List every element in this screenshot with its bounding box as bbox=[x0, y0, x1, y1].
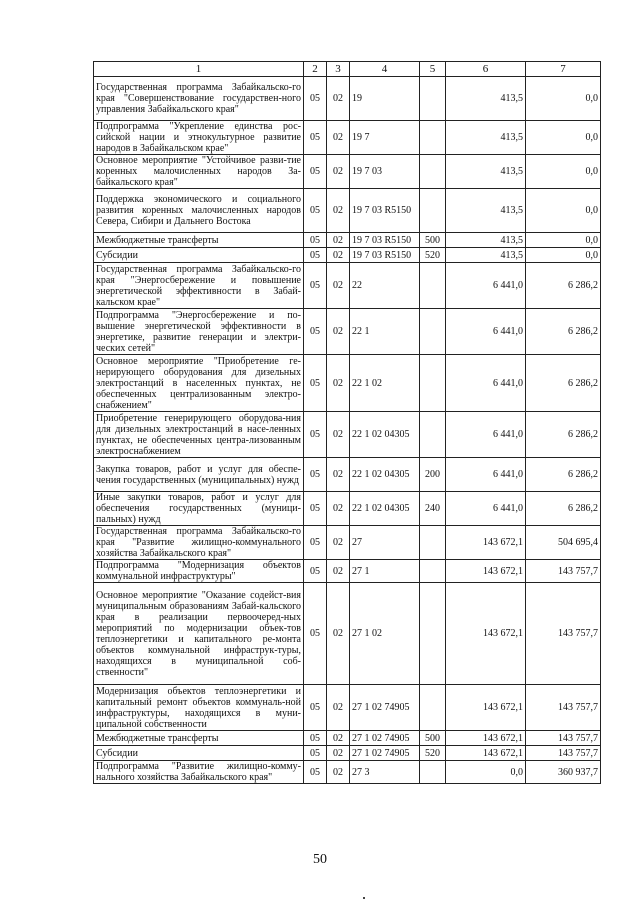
cell-pr: 02 bbox=[327, 309, 350, 355]
header-col-4: 4 bbox=[350, 62, 420, 77]
table-row bbox=[94, 309, 601, 355]
cell-name: Подпрограмма "Развитие жилищно-комму-нального хозяйства Забайкальского края" bbox=[94, 761, 304, 784]
cell-pr: 02 bbox=[327, 560, 350, 583]
cell-vr: 200 bbox=[420, 458, 446, 492]
cell-pr: 02 bbox=[327, 583, 350, 685]
header-col-6: 6 bbox=[446, 62, 526, 77]
cell-vr bbox=[420, 263, 446, 309]
cell-sum-1: 6 441,0 bbox=[446, 412, 526, 458]
cell-pr: 02 bbox=[327, 526, 350, 560]
cell-csr: 22 1 02 04305 bbox=[350, 412, 420, 458]
cell-pr: 02 bbox=[327, 458, 350, 492]
header-col-1: 1 bbox=[94, 62, 304, 77]
cell-sum-2: 143 757,7 bbox=[526, 731, 601, 746]
table-row bbox=[94, 731, 601, 746]
cell-sum-2: 6 286,2 bbox=[526, 263, 601, 309]
cell-sum-2: 143 757,7 bbox=[526, 583, 601, 685]
cell-name: Субсидии bbox=[94, 248, 304, 263]
cell-sum-2: 6 286,2 bbox=[526, 412, 601, 458]
cell-pr: 02 bbox=[327, 355, 350, 412]
cell-pr: 02 bbox=[327, 412, 350, 458]
cell-pr: 02 bbox=[327, 492, 350, 526]
cell-pr: 02 bbox=[327, 233, 350, 248]
page-number: 50 bbox=[313, 852, 327, 867]
table-row bbox=[94, 248, 601, 263]
cell-sum-2: 504 695,4 bbox=[526, 526, 601, 560]
cell-name: Субсидии bbox=[94, 746, 304, 761]
cell-vr bbox=[420, 685, 446, 731]
table-row bbox=[94, 233, 601, 248]
cell-sum-2: 6 286,2 bbox=[526, 309, 601, 355]
cell-name: Государственная программа Забайкальско-го края "Совершенствование государствен-ного управления Забайкальского края" bbox=[94, 77, 304, 121]
budget-table bbox=[93, 61, 601, 784]
cell-rz: 05 bbox=[304, 731, 327, 746]
cell-vr bbox=[420, 583, 446, 685]
table-row bbox=[94, 77, 601, 121]
cell-sum-2: 0,0 bbox=[526, 248, 601, 263]
cell-vr bbox=[420, 412, 446, 458]
cell-rz: 05 bbox=[304, 412, 327, 458]
cell-rz: 05 bbox=[304, 263, 327, 309]
cell-rz: 05 bbox=[304, 355, 327, 412]
cell-pr: 02 bbox=[327, 746, 350, 761]
cell-sum-2: 0,0 bbox=[526, 121, 601, 155]
table-row bbox=[94, 155, 601, 189]
header-col-7: 7 bbox=[526, 62, 601, 77]
cell-csr: 27 1 bbox=[350, 560, 420, 583]
cell-rz: 05 bbox=[304, 309, 327, 355]
cell-sum-2: 0,0 bbox=[526, 77, 601, 121]
cell-csr: 27 1 02 74905 bbox=[350, 731, 420, 746]
cell-rz: 05 bbox=[304, 685, 327, 731]
cell-name: Государственная программа Забайкальско-го края "Развитие жилищно-коммунального хозяйства Забайкальского края" bbox=[94, 526, 304, 560]
cell-sum-1: 143 672,1 bbox=[446, 746, 526, 761]
cell-sum-1: 413,5 bbox=[446, 248, 526, 263]
cell-sum-2: 6 286,2 bbox=[526, 458, 601, 492]
cell-name: Подпрограмма "Энергосбережение и по-вышение энергетической эффективности в энергетике, развитие генерации и электри-ческих сетей" bbox=[94, 309, 304, 355]
cell-pr: 02 bbox=[327, 263, 350, 309]
cell-rz: 05 bbox=[304, 458, 327, 492]
cell-csr: 19 bbox=[350, 77, 420, 121]
cell-pr: 02 bbox=[327, 248, 350, 263]
table-row bbox=[94, 761, 601, 784]
cell-sum-2: 6 286,2 bbox=[526, 492, 601, 526]
cell-vr bbox=[420, 355, 446, 412]
cell-csr: 19 7 03 R5150 bbox=[350, 248, 420, 263]
cell-rz: 05 bbox=[304, 492, 327, 526]
cell-csr: 27 1 02 74905 bbox=[350, 685, 420, 731]
cell-sum-1: 6 441,0 bbox=[446, 263, 526, 309]
cell-sum-1: 143 672,1 bbox=[446, 560, 526, 583]
cell-name: Поддержка экономического и социального развития коренных малочисленных народов Севера, Сибири и Дальнего Востока bbox=[94, 189, 304, 233]
cell-csr: 19 7 03 R5150 bbox=[350, 233, 420, 248]
cell-csr: 22 1 02 04305 bbox=[350, 492, 420, 526]
cell-pr: 02 bbox=[327, 155, 350, 189]
cell-vr bbox=[420, 121, 446, 155]
cell-vr: 520 bbox=[420, 746, 446, 761]
cell-sum-1: 413,5 bbox=[446, 155, 526, 189]
cell-sum-1: 6 441,0 bbox=[446, 458, 526, 492]
cell-vr bbox=[420, 189, 446, 233]
cell-name: Закупка товаров, работ и услуг для обеспе-чения государственных (муниципальных) нужд bbox=[94, 458, 304, 492]
table-row bbox=[94, 121, 601, 155]
cell-vr bbox=[420, 761, 446, 784]
cell-sum-1: 413,5 bbox=[446, 189, 526, 233]
cell-pr: 02 bbox=[327, 189, 350, 233]
header-col-3: 3 bbox=[327, 62, 350, 77]
cell-pr: 02 bbox=[327, 685, 350, 731]
cell-sum-2: 143 757,7 bbox=[526, 685, 601, 731]
scan-speck bbox=[363, 897, 365, 899]
cell-rz: 05 bbox=[304, 746, 327, 761]
cell-csr: 19 7 03 bbox=[350, 155, 420, 189]
cell-sum-1: 6 441,0 bbox=[446, 309, 526, 355]
cell-csr: 27 3 bbox=[350, 761, 420, 784]
cell-name: Основное мероприятие "Оказание содейст-вия муниципальным образованиям Забай-кальского края в реализации первоочеред-ных мероприятий по модернизации объек-тов теплоэнергетики и капитального ре-монта объектов коммунальной инфраструк-туры, находящихся в муниципальной соб-ственности" bbox=[94, 583, 304, 685]
cell-sum-1: 6 441,0 bbox=[446, 355, 526, 412]
cell-sum-1: 143 672,1 bbox=[446, 731, 526, 746]
cell-sum-1: 413,5 bbox=[446, 77, 526, 121]
header-col-5: 5 bbox=[420, 62, 446, 77]
cell-csr: 27 bbox=[350, 526, 420, 560]
cell-sum-1: 143 672,1 bbox=[446, 685, 526, 731]
cell-sum-1: 6 441,0 bbox=[446, 492, 526, 526]
cell-name: Модернизация объектов теплоэнергетики и капитальный ремонт объектов коммуналь-ной инфраструктуры, находящихся в муни-ципальной собственности bbox=[94, 685, 304, 731]
cell-name: Приобретение генерирующего оборудова-ния для дизельных электростанций в насе-ленных пунктах, не обеспеченных центра-лизованным электроснабжением bbox=[94, 412, 304, 458]
cell-name: Государственная программа Забайкальско-го края "Энергосбережение и повышение энергетической эффективности в Забай-кальском крае" bbox=[94, 263, 304, 309]
cell-vr bbox=[420, 560, 446, 583]
cell-csr: 27 1 02 bbox=[350, 583, 420, 685]
cell-name: Подпрограмма "Модернизация объектов коммунальной инфраструктуры" bbox=[94, 560, 304, 583]
table-row bbox=[94, 685, 601, 731]
cell-sum-2: 0,0 bbox=[526, 155, 601, 189]
cell-pr: 02 bbox=[327, 731, 350, 746]
cell-rz: 05 bbox=[304, 233, 327, 248]
header-row bbox=[94, 62, 601, 77]
cell-csr: 22 1 02 04305 bbox=[350, 458, 420, 492]
cell-name: Межбюджетные трансферты bbox=[94, 731, 304, 746]
cell-rz: 05 bbox=[304, 121, 327, 155]
table-row bbox=[94, 560, 601, 583]
cell-sum-2: 0,0 bbox=[526, 233, 601, 248]
table-row bbox=[94, 189, 601, 233]
table-row bbox=[94, 746, 601, 761]
cell-csr: 19 7 03 R5150 bbox=[350, 189, 420, 233]
header-col-2: 2 bbox=[304, 62, 327, 77]
cell-name: Иные закупки товаров, работ и услуг для обеспечения государственных (муници-пальных) нужд bbox=[94, 492, 304, 526]
cell-sum-1: 0,0 bbox=[446, 761, 526, 784]
cell-rz: 05 bbox=[304, 560, 327, 583]
cell-csr: 19 7 bbox=[350, 121, 420, 155]
cell-vr: 500 bbox=[420, 731, 446, 746]
cell-rz: 05 bbox=[304, 761, 327, 784]
cell-vr bbox=[420, 155, 446, 189]
cell-name: Основное мероприятие "Устойчивое разви-тие коренных малочисленных народов За-байкальского края" bbox=[94, 155, 304, 189]
cell-sum-2: 0,0 bbox=[526, 189, 601, 233]
cell-rz: 05 bbox=[304, 77, 327, 121]
cell-sum-1: 413,5 bbox=[446, 233, 526, 248]
table-row bbox=[94, 583, 601, 685]
cell-rz: 05 bbox=[304, 526, 327, 560]
cell-rz: 05 bbox=[304, 189, 327, 233]
cell-name: Межбюджетные трансферты bbox=[94, 233, 304, 248]
cell-sum-2: 143 757,7 bbox=[526, 746, 601, 761]
table-row bbox=[94, 263, 601, 309]
cell-csr: 22 1 bbox=[350, 309, 420, 355]
cell-vr bbox=[420, 77, 446, 121]
table-row bbox=[94, 355, 601, 412]
cell-vr: 240 bbox=[420, 492, 446, 526]
cell-sum-2: 360 937,7 bbox=[526, 761, 601, 784]
cell-csr: 22 bbox=[350, 263, 420, 309]
cell-vr bbox=[420, 309, 446, 355]
cell-rz: 05 bbox=[304, 155, 327, 189]
table-row bbox=[94, 492, 601, 526]
cell-vr: 500 bbox=[420, 233, 446, 248]
cell-rz: 05 bbox=[304, 248, 327, 263]
table-row bbox=[94, 412, 601, 458]
cell-vr: 520 bbox=[420, 248, 446, 263]
cell-rz: 05 bbox=[304, 583, 327, 685]
cell-pr: 02 bbox=[327, 121, 350, 155]
table-row bbox=[94, 526, 601, 560]
table-body bbox=[94, 77, 601, 784]
cell-sum-1: 143 672,1 bbox=[446, 583, 526, 685]
cell-pr: 02 bbox=[327, 77, 350, 121]
table-row bbox=[94, 458, 601, 492]
cell-vr bbox=[420, 526, 446, 560]
cell-csr: 27 1 02 74905 bbox=[350, 746, 420, 761]
cell-name: Основное мероприятие "Приобретение ге-нерирующего оборудования для дизельных электростанций в населенных пунктах, не обеспеченных централизованным электро-снабжением" bbox=[94, 355, 304, 412]
cell-sum-1: 413,5 bbox=[446, 121, 526, 155]
cell-sum-2: 6 286,2 bbox=[526, 355, 601, 412]
cell-csr: 22 1 02 bbox=[350, 355, 420, 412]
cell-pr: 02 bbox=[327, 761, 350, 784]
cell-sum-1: 143 672,1 bbox=[446, 526, 526, 560]
cell-name: Подпрограмма "Укрепление единства рос-сийской нации и этнокультурное развитие народов в Забайкальском крае" bbox=[94, 121, 304, 155]
cell-sum-2: 143 757,7 bbox=[526, 560, 601, 583]
